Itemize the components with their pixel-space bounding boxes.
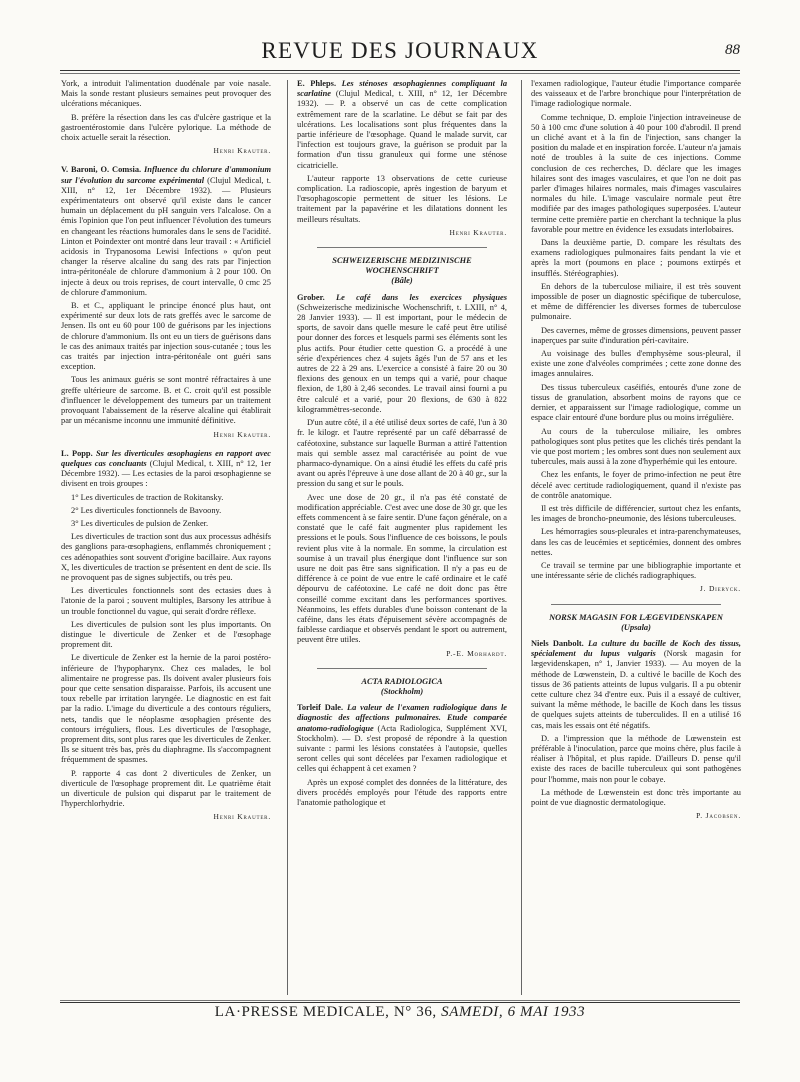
paragraph: D'un autre côté, il a été utilisé deux sortes de café, l'un à 30 fr. le kilogr. et l'autre représenté par un café débarrassé de caféotoxine, substance sur laquelle Burman a attiré l'attention mais qui semble assez mal caractérisée au point de vue pharmaco-dynamique. On a ainsi étudié les effets du café pris avant ou après l'épreuve à une dose allant de 20 à 40 gr., sur la pression du sang et sur le pouls. [297, 418, 507, 489]
article-author: Grober. [297, 292, 325, 302]
journal-heading: ACTA RADIOLOGICA [361, 676, 443, 686]
paragraph: Avec une dose de 20 gr., il n'a pas été constaté de modification appréciable. C'est avec une dose de 30 gr. que les effets commencent à se faire sentir. D'une façon générale, on a constaté que le café fait augmenter plus rapidement les pressions et le pouls. Sous l'influence de ces boissons, le pouls revient plus vite à la normale. En somme, la circulation est soumise à un travail plus énergique dont l'influence sur son usure ne doit pas être sans signification. Il n'y a pas eu de différence à ce point de vue entre le café ordinaire et le café dépourvu de caféotoxine. Le café ne doit donc pas être conseillé comme excitant dans les performances sportives. Néanmoins, les effets durables d'une boisson contenant de la caféine, dans les états d'épuisement sévère accompagnés de faiblesse cardiaque et observés pendant le sport ou autrement, peuvent être utiles. [297, 492, 507, 645]
paragraph: Les diverticules de traction sont dus aux processus adhésifs des ganglions para-œsophagiens, enflammés chroniquement ; ces adénopathies sont souvent d'origine bacillaire. Aux rayons X, les diverticules de traction se présentent en dent de scie. Ils ne provoquent pas de signes subjectifs, ou très peu. [61, 532, 271, 582]
journal-heading: NORSK MAGASIN FOR LÆGEVIDENSKAPEN [549, 612, 723, 622]
journal-heading: SCHWEIZERISCHE MEDIZINISCHE WOCHENSCHRIFT [332, 256, 472, 276]
article-abstract [61, 165, 271, 298]
article-title: La valeur de l'examen radiologique dans le diagnostic des affections pulmonaires. Etude comparée anatomo-radiologique [297, 703, 507, 733]
page-number: 88 [725, 42, 740, 58]
paragraph: Au voisinage des bulles d'emphysème sous-pleural, il existe une zone d'alvéoles comprimées ; cette zone donne des images annulaires. [531, 349, 741, 379]
paragraph: La méthode de Lœwenstein est donc très importante au point de vue diagnostic dermatologique. [531, 787, 741, 807]
author-signature: Henri Krauter. [449, 227, 507, 237]
author-signature: Henri Krauter. [213, 429, 271, 439]
paragraph: Comme technique, D. emploie l'injection intraveineuse de 50 à 100 cmc d'une solution à 40 pour 100 d'abrodil. Il prend un cliché avant et à la fin de l'injection, sans changer la position du malade et en inspiration forcée. L'auteur n'a jamais noté de troubles à la suite de ces injections. Comme conclusion de ces recherches, D. déclare que les images hilaires sont des images vasculaires, et que l'on ne doit pas parler d'images hilaires normales, mais d'images vasculaires normales du hile. L'image vasculaire normale peut être modifiée par des images pathologiques superposées. L'auteur termine cette première partie en cherchant la technique la plus favorable pour mettre en évidence les exsudats interlobaires. [531, 112, 741, 234]
paragraph: Le diverticule de Zenker est la hernie de la paroi postéro-inférieure de l'hypopharynx. Chez ces malades, le bol alimentaire ne progresse pas. Ils doivent avaler plusieurs fois pour que cette sensation disparaisse. Parfois, ils accusent une toux rebelle par irritation laryngée. Le diagnostic en est fait par la radio. L'image du diverticule a des contours réguliers, nets, tandis que le néoplasme œsophagien présente des contours irréguliers, flous. Les diverticules de l'œsophage, proprement dits, sont plus rares que les diverticules de Zenker. Ils se situent très bas, près du diaphragme. Ils s'accompagnent fréquemment de spasmes. [61, 653, 271, 765]
page-footer [60, 1004, 740, 1021]
paragraph: Dans la deuxième partie, D. compare les résultats des examens radiologiques pulmonaires faits pendant la vie et après la mort (poumons en place ; poumons extirpés et insufflés. Stéréographies). [531, 238, 741, 278]
author-signature: Henri Krauter. [213, 146, 271, 156]
paragraph: B. et C., appliquant le principe énoncé plus haut, ont expérimenté sur deux lots de rats greffés avec le sarcome de Jensen. Ils ont eu 60 pour 100 de guérisons par les injections de chlorure d'ammonium. Ils ont eu un tiers de guérisons dans le cas des animaux traités par injection sous-cutanée ; tous les cas traités par injection intra-péritonéale ont guéri sans exception. [61, 301, 271, 372]
paragraph: Tous les animaux guéris se sont montré réfractaires à une greffe ultérieure de sarcome. B. et C. croit qu'il est possible d'influencer le développement des tumeurs par un traitement provoquant l'abaissement de la réserve alcaline qui établirait par un mécanisme inconnu une immunité définitive. [61, 375, 271, 426]
article-title: Sur les diverticules œsophagiens en rapport avec quelques cas concluants [61, 448, 271, 468]
column-right [531, 79, 741, 999]
article-abstract [61, 449, 271, 490]
column-middle [297, 79, 507, 999]
paragraph: Des tissus tuberculeux caséifiés, entourés d'une zone de tissus de granulation, absorbent moins de rayons que ce dernier, et apparaissent sur l'image radiologique, comme un espace clair entouré d'une bordure plus ou moins irrégulière. [531, 382, 741, 423]
article-author: Torleif Dale. [297, 703, 344, 713]
journal-city: (Upsala) [621, 622, 651, 632]
article-author: L. Popp. [61, 448, 93, 458]
header-rule-thin [60, 73, 740, 74]
section-rule [551, 604, 721, 605]
article-title: La culture du bacille de Koch des tissus, spécialement du lupus vulgaris [531, 638, 741, 659]
paragraph: Ce travail se termine par une bibliographie importante et une intéressante série de clichés radiographiques. [531, 560, 741, 581]
author-signature: Henri Krauter. [213, 812, 271, 822]
journal-city: (Stockholm) [380, 686, 424, 696]
article-reference: (Clujul Medical, t. XIII, n° 12, 1er Décembre 1932). — Les ectasies de la paroi œsophagienne se divisent en trois groupes : [61, 458, 271, 489]
article-title: Influence du chlorure d'ammonium sur l'évolution du sarcome expérimental [61, 165, 271, 185]
issue-date: SAMEDI, 6 MAI 1933 [441, 1004, 586, 1020]
column-divider [521, 80, 522, 995]
column-left [61, 79, 271, 999]
paragraph: Des cavernes, même de grosses dimensions, peuvent passer inaperçues par suite d'induration péri-cavitaire. [531, 325, 741, 345]
footer-rule [60, 1002, 740, 1003]
author-signature: P. Jacobsen. [696, 811, 741, 821]
author-signature: J. Dieryck. [699, 584, 741, 594]
article-abstract [297, 79, 507, 171]
article-author: V. Baroni, O. Comsia. [61, 165, 142, 175]
article-abstract [297, 293, 507, 415]
page-header [60, 38, 740, 68]
article-author: Niels Danbolt. [531, 638, 584, 648]
paragraph: Au cours de la tuberculose miliaire, les ombres pathologiques sont plus petites que les clichés tirés pendant la vie que post mortem ; les ombres sont dues non seulement aux tubercules, mais aussi à la zone d'hyperhémie qui les entoure. [531, 426, 741, 467]
header-rule [60, 70, 740, 71]
article-abstract [531, 639, 741, 731]
author-signature: P.-E. Morhardt. [446, 648, 507, 658]
paragraph: B. préfère la résection dans les cas d'ulcère gastrique et la gastroentérostomie dans l'ulcère pylorique. La méthode de choix actuelle serait la résection. [61, 112, 271, 143]
paragraph: P. rapporte 4 cas dont 2 diverticules de Zenker, un diverticule de l'œsophage proprement dit. Le quatrième était un diverticule de pulsion qui disparut par le traitement de l'hyperchlorhydrie. [61, 768, 271, 809]
paragraph: L'auteur rapporte 13 observations de cette curieuse complication. La radioscopie, après ingestion de baryum et l'œsophagoscopie permettent de situer les lésions. Le traitement par la papavérine et les dilatations donnent les meilleurs résultats. [297, 173, 507, 224]
article-title: Le café dans les exercices physiques [336, 292, 507, 302]
column-divider [287, 80, 288, 995]
journal-section-title: REVUE DES JOURNAUX [261, 38, 539, 63]
article-author: E. Phleps. [297, 79, 337, 88]
list-item: 2° Les diverticules fonctionnels de Bavoony. [71, 505, 222, 515]
article-title: Les sténoses œsophagiennes compliquant la scarlatine [297, 79, 507, 99]
paragraph: En dehors de la tuberculose miliaire, il est très souvent impossible de poser un diagnostic spécifique de tuberculose, et même de différencier les diverses formes de tuberculose pulmonaire. [531, 281, 741, 322]
article-reference: (Acta Radiologica, Supplément XVI, Stockholm). — D. s'est proposé de répondre à la question suivante : parmi les lésions constatées à l'autopsie, quelles seront celles qui sont décelées par l'examen radiologique et celles qui échappent à cet examen ? [297, 723, 507, 774]
list-item: 3° Les diverticules de pulsion de Zenker. [71, 518, 209, 528]
paragraph: Chez les enfants, le foyer de primo-infection ne peut être décelé avec certitude radiologiquement, quand il n'existe pas de contrôle anatomique. [531, 470, 741, 500]
paragraph: Il est très difficile de différencier, surtout chez les enfants, les images de broncho-pneumonie, des lésions tuberculeuses. [531, 503, 741, 524]
list-item: 1° Les diverticules de traction de Rokitansky. [71, 492, 224, 502]
paragraph: York, a introduit l'alimentation duodénale par voie nasale. Mais la sonde restant plusieurs semaines peut provoquer des ulcérations mécaniques. [61, 79, 271, 109]
journal-issue: LA·PRESSE MEDICALE, N° 36, [214, 1004, 437, 1020]
article-reference: (Clujul Medical, t. XIII, n° 12, 1er Décembre 1932). — Plusieurs expérimentateurs ont observé qu'il existe dans le cancer humain un déplacement du pH sanguin vers l'alcalose. On a émis l'opinion que l'on peut influencer l'évolution des tumeurs en changeant les réactions humorales dans le sens de l'acidité. Linton et Poindexter ont montré dans leur travail : « Artificiel acidosis in Trypanosoma Lewisi Infections » qu'on peut changer la réserve alcaline du sang des rats par l'injection intra-péritonéale de chlorure d'ammonium à 2 pour 100. On injecte à deux ou trois reprises, de court intervalle, 0 cmc 25 de chlorure d'ammonium. [61, 175, 271, 297]
article-reference: (Norsk magasin for lægevidenskapen, n° 1, Janvier 1933). — Au moyen de la méthode de Lœwenstein, D. a cultivé le bacille de Koch des tissus de 36 patients atteints de lupus vulgaris. Il a pu obtenir cette culture chez 34 d'entre eux. Puis il a essayé de cultiver, suivant la même méthode, le bacille de Koch dans les tissus de quelques sujets atteints de tuberculides. Il en a utilisé 16 cas, mais les essais ont été négatifs. [531, 649, 741, 730]
section-rule [317, 247, 487, 248]
paragraph: Les diverticules fonctionnels sont des ectasies dues à l'atonie de la paroi ; souvent multiples, Barsony les attribue à un trouble fonctionnel du vague, qui serait d'ordre réflexe. [61, 586, 271, 616]
paragraph: Les hémorragies sous-pleurales et intra-parenchymateuses, dans les cas de leucémies et septicémies, donnent des ombres nettes. [531, 527, 741, 557]
article-reference: (Schweizerische medizinische Wochenschrift, t. LXIII, n° 4, 28 Janvier 1933). — Il est important, pour le médecin de sports, de savoir dans quelle mesure le café peut être utilisé pour donner des forces et lesquels parmi ses éléments sont les plus actifs. Pour étudier cette question G. a procédé à une série d'expériences chez 4 sujets âgés l'un de 57 ans et les autres de 22 à 29 ans. L'exercice a consisté à faire 20 ou 30 flexions des genoux en un temps qui a varié, pour chaque flexion, de 1,80 à 2,46 secondes. Le travail ainsi fourni a pu être calculé et a varié, pour 20 flexions, de 630 à 822 kilogrammètres-seconde. [297, 302, 507, 414]
footer-rule-thin [60, 1000, 740, 1001]
section-rule [317, 668, 487, 669]
article-abstract [297, 703, 507, 774]
paragraph: Les diverticules de pulsion sont les plus importants. On distingue le diverticule de Zenker et de l'œsophage proprement dit. [61, 619, 271, 650]
journal-city: (Bâle) [391, 276, 413, 286]
paragraph: l'examen radiologique, l'auteur étudie l'importance comparée des vaisseaux et de l'arbre bronchique pour l'interprétation de l'image radiologique normale. [531, 79, 741, 109]
article-reference: (Clujul Medical, t. XIII, n° 12, 1er Décembre 1932). — P. a observé un cas de cette complication extrêmement rare de la scarlatine. Le début se fait par des ulcérations. Les localisations sont plus fréquentes dans la partie inférieure de l'œsophage. Quand le malade survit, car l'infection est toujours grave, la guérison se produit par la formation d'un tissu granuleux qui forme une sténose cicatricielle. [297, 89, 507, 170]
paragraph: D. a l'impression que la méthode de Lœwenstein est préférable à l'inoculation, parce que moins chère, plus facile à réaliser à l'hôpital, et plus rapide. D'ailleurs D. pense qu'il existe des races de bacille tuberculeux qui sont pathogènes pour l'homme, mais non pour le cobaye. [531, 733, 741, 784]
paragraph: Après un exposé complet des données de la littérature, des divers procédés employés pour l'étude des rapports entre l'anatomie pathologique et [297, 777, 507, 807]
